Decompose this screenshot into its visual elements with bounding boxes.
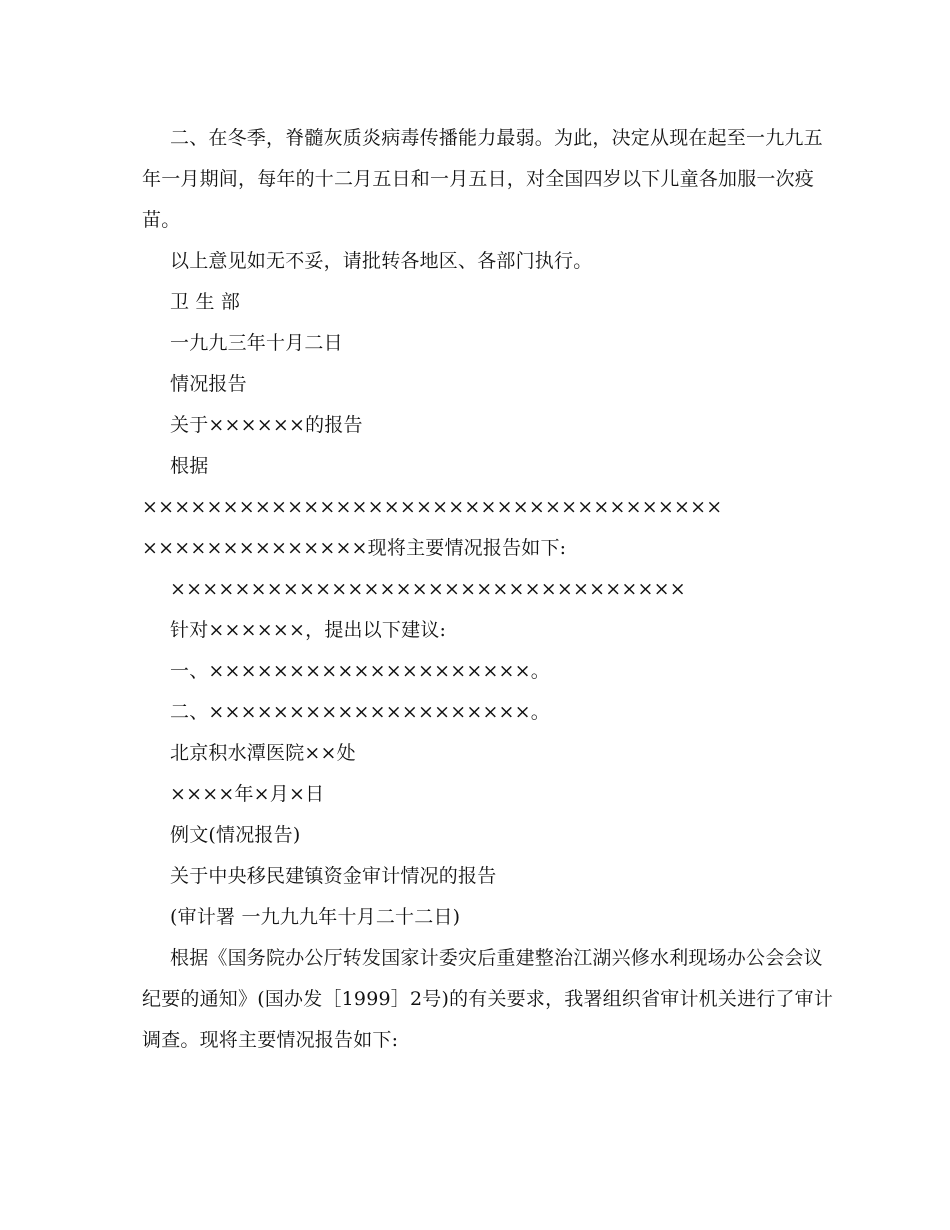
text-line: 纪要的通知》(国办发［1999］2号)的有关要求，我署组织省审计机关进行了审计: [142, 988, 834, 1010]
text-line: 根据《国务院办公厅转发国家计委灾后重建整治江湖兴修水利现场办公会会议: [170, 947, 823, 969]
signature-line: 北京积水潭医院××处: [170, 742, 356, 764]
text-line: 年一月期间，每年的十二月五日和一月五日，对全国四岁以下儿童各加服一次疫: [142, 168, 815, 190]
report-title: 关于中央移民建镇资金审计情况的报告: [170, 865, 497, 887]
text-line: 调查。现将主要情况报告如下:: [142, 1029, 399, 1051]
text-line: 针对××××××，提出以下建议:: [170, 619, 447, 641]
section-heading: 情况报告: [170, 373, 247, 395]
text-line: 以上意见如无不妥，请批转各地区、各部门执行。: [170, 250, 593, 272]
text-line: 苗。: [142, 209, 181, 231]
text-line: 根据: [170, 455, 209, 477]
report-title: 关于××××××的报告: [170, 414, 363, 436]
signature-line: 卫 生 部: [170, 291, 241, 313]
text-line: ××××××××××××××现将主要情况报告如下:: [142, 537, 567, 559]
date-line: 一九九三年十月二日: [170, 332, 343, 354]
report-subtitle: (审计署 一九九九年十月二十二日): [170, 906, 461, 928]
list-item: 二、××××××××××××××××××××。: [170, 701, 550, 723]
section-heading: 例文(情况报告): [170, 824, 301, 846]
list-item: 一、××××××××××××××××××××。: [170, 660, 550, 682]
text-line: ××××××××××××××××××××××××××××××××: [170, 578, 686, 600]
date-line: ××××年×月×日: [170, 783, 325, 805]
text-line: ××××××××××××××××××××××××××××××××××××: [142, 496, 723, 518]
text-line: 二、在冬季，脊髓灰质炎病毒传播能力最弱。为此，决定从现在起至一九九五: [170, 127, 823, 149]
